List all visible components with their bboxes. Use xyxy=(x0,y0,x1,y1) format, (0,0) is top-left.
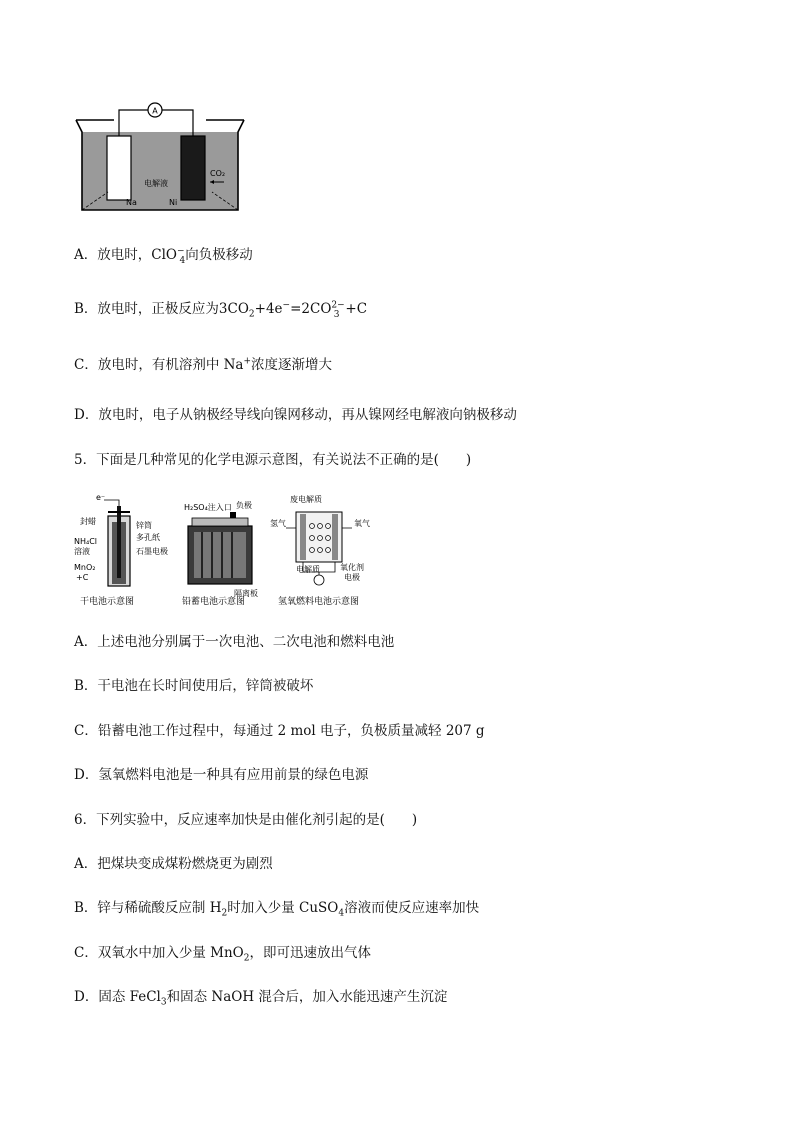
q4-option-b: B．放电时，正极反应为$3CO_2+4e^-=2CO^{2-}_3 +C$ xyxy=(74,300,368,320)
dry-seal-label: 封蜡 xyxy=(80,517,96,526)
q5-stem: 5．下面是几种常见的化学电源示意图，有关说法不正确的是( ) xyxy=(74,452,472,468)
lead-battery-diagram xyxy=(182,500,258,607)
fuel-o2-label: 氧气 xyxy=(354,519,370,528)
q5-option-c: C．铅蓄电池工作过程中，每通过 2 mol 电子，负极质量减轻 207 g xyxy=(74,723,485,739)
dry-paper-label: 多孔纸 xyxy=(136,533,160,542)
q6-option-a: A．把煤块变成煤粉燃烧更为剧烈 xyxy=(74,856,273,872)
q4-option-d: D．放电时，电子从钠极经导线向镍网移动，再从镍网经电解液向钠极移动 xyxy=(74,407,517,423)
q4-option-a: A．放电时，ClO−$_4$向负极移动 xyxy=(74,246,253,266)
lead-neg-label: 负极 xyxy=(236,501,252,510)
dry-zinc-label: 锌筒 xyxy=(136,521,152,530)
ammeter-label: A xyxy=(152,106,158,116)
fuel-electrode-label: 电极 xyxy=(344,573,360,582)
dry-graphite-label: 石墨电极 xyxy=(136,547,168,556)
fuel-cell-diagram xyxy=(270,494,370,607)
co2-label: CO₂ xyxy=(210,169,226,178)
q4-option-c: C．放电时，有机溶剂中 Na+浓度逐渐增大 xyxy=(74,356,333,373)
fuel-cathode xyxy=(332,514,338,560)
q6-stem: 6．下列实验中，反应速率加快是由催化剂引起的是( ) xyxy=(74,812,418,828)
q6-option-d: D．固态 FeCl$_3$和固态 NaOH 混合后，加入水能迅速产生沉淀 xyxy=(74,989,448,1008)
cell-figure xyxy=(74,98,246,214)
q5-option-d: D．氢氧燃料电池是一种具有应用前景的绿色电源 xyxy=(74,767,369,783)
lead-terminal xyxy=(230,512,236,518)
bulb-icon xyxy=(314,575,324,585)
dry-c-label: +C xyxy=(76,573,89,582)
anode-label: Na xyxy=(126,198,137,207)
q6-option-c: C．双氧水中加入少量 MnO$_2$，即可迅速放出气体 xyxy=(74,945,371,964)
nickel-electrode xyxy=(181,136,205,200)
dry-nh4cl-label: NH₄Cl xyxy=(74,537,98,546)
dry-mno2-label: MnO₂ xyxy=(74,563,96,572)
fuel-waste-label: 废电解质 xyxy=(290,495,322,504)
battery-figures xyxy=(74,492,384,608)
fuel-h2-label: 氢气 xyxy=(270,519,286,528)
lead-lid xyxy=(192,518,248,526)
dry-electron-label: e⁻ xyxy=(96,493,106,502)
q5-option-a: A．上述电池分别属于一次电池、二次电池和燃料电池 xyxy=(74,634,395,650)
dry-cell-diagram xyxy=(74,493,168,607)
dry-caption: 干电池示意图 xyxy=(80,597,135,607)
cathode-label: Ni xyxy=(169,198,178,207)
sodium-electrode xyxy=(107,136,131,200)
fuel-elec-label: 电解质 xyxy=(296,565,320,574)
q6-option-b: B．锌与稀硫酸反应制 $H_2$时加入少量 CuSO$_4$溶液而使反应速率加快 xyxy=(74,900,480,919)
dry-solution-label: 溶液 xyxy=(74,547,90,556)
fuel-anode xyxy=(300,514,306,560)
lead-caption: 铅蓄电池示意图 xyxy=(182,597,246,607)
lead-inlet-label: H₂SO₄注入口 xyxy=(184,503,232,512)
fuel-oxid-label: 氧化剂 xyxy=(340,563,364,572)
dry-wire xyxy=(104,500,119,506)
electrolyte-label: 电解液 xyxy=(144,179,168,188)
graphite-rod xyxy=(117,506,121,578)
lead-sep-label: 隔离板 xyxy=(234,589,258,598)
fuel-caption: 氢氧燃料电池示意图 xyxy=(278,597,360,607)
q5-option-b: B．干电池在长时间使用后，锌筒被破坏 xyxy=(74,678,314,694)
